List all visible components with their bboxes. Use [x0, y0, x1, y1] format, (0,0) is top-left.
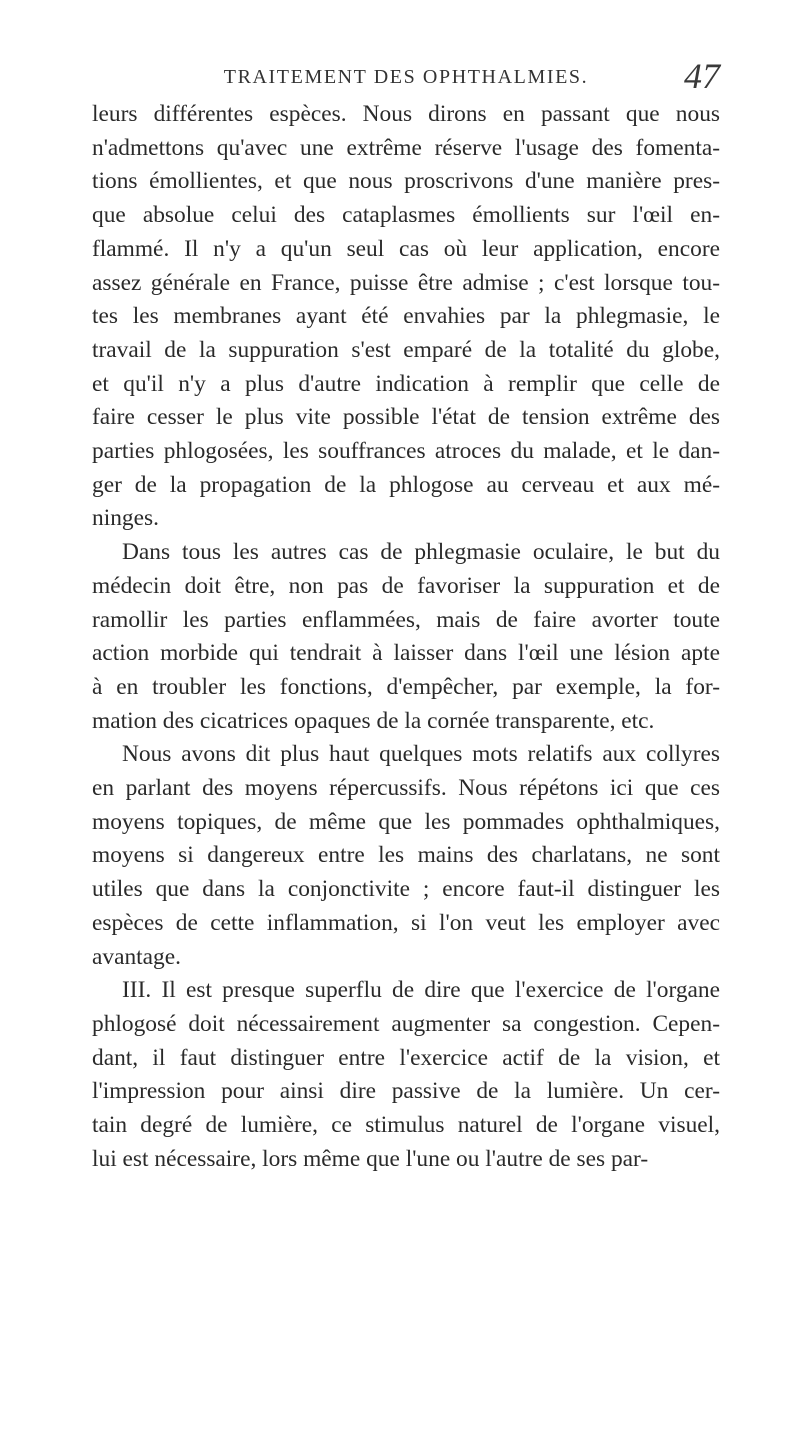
paragraph — [92, 738, 720, 974]
text-line: assez générale en France, puisse être admise ; c'est lorsque tou- — [92, 269, 720, 296]
paragraph — [92, 536, 720, 738]
text-line: travail de la suppuration s'est emparé de la totalité du globe, — [92, 336, 720, 363]
text-line: lui est nécessaire, lors même que l'une ou l'autre de ses par- — [92, 1145, 649, 1172]
text-line: que absolue celui des cataplasmes émollients sur l'œil en- — [92, 202, 720, 229]
text-line: phlogosé doit nécessairement augmenter sa congestion. Cepen- — [92, 1010, 720, 1037]
paragraph — [92, 98, 720, 536]
text-line: Dans tous les autres cas de phlegmasie oculaire, le but du — [122, 539, 720, 566]
text-line: et qu'il n'y a plus d'autre indication à remplir que celle de — [92, 370, 720, 397]
text-line: ger de la propagation de la phlogose au cerveau et aux mé- — [92, 471, 720, 498]
text-line: moyens topiques, de même que les pommades ophthalmiques, — [92, 808, 720, 835]
text-line: médecin doit être, non pas de favoriser la suppuration et de — [92, 572, 720, 599]
text-line: l'impression pour ainsi dire passive de la lumière. Un cer- — [92, 1078, 720, 1105]
body-text — [92, 98, 720, 1177]
text-line: dant, il faut distinguer entre l'exercice actif de la vision, et — [92, 1044, 720, 1071]
text-line: à en troubler les fonctions, d'empêcher, par exemple, la for- — [92, 673, 720, 700]
text-line: n'admettons qu'avec une extrême réserve l'usage des fomenta- — [92, 134, 720, 161]
text-line: espèces de cette inflammation, si l'on veut les employer avec — [92, 909, 720, 936]
text-line: en parlant des moyens répercussifs. Nous répétons ici que ces — [92, 775, 720, 802]
text-line: tain degré de lumière, ce stimulus naturel de l'organe visuel, — [92, 1112, 720, 1139]
page-number: 47 — [684, 56, 720, 96]
text-line: faire cesser le plus vite possible l'état de tension extrême des — [92, 404, 720, 431]
text-line: III. Il est presque superflu de dire que l'exercice de l'organe — [122, 977, 720, 1004]
text-line: action morbide qui tendrait à laisser dans l'œil une lésion apte — [92, 640, 720, 667]
text-line: avantage. — [92, 943, 181, 970]
text-line: moyens si dangereux entre les mains des charlatans, ne sont — [92, 842, 720, 869]
text-line: ramollir les parties enflammées, mais de faire avorter toute — [92, 606, 720, 633]
running-title: TRAITEMENT DES OPHTHALMIES. — [223, 66, 589, 88]
text-line: tes les membranes ayant été envahies par la phlegmasie, le — [92, 303, 720, 330]
text-line: tions émollientes, et que nous proscrivons d'une manière pres- — [92, 168, 720, 195]
text-line: parties phlogosées, les souffrances atroces du malade, et le dan- — [92, 438, 720, 465]
paragraph — [92, 974, 720, 1176]
text-line: ninges. — [92, 505, 159, 532]
running-head — [92, 58, 720, 98]
text-line: utiles que dans la conjonctivite ; encore faut-il distinguer les — [92, 876, 720, 903]
text-line: flammé. Il n'y a qu'un seul cas où leur application, encore — [92, 235, 720, 262]
text-line: leurs différentes espèces. Nous dirons en passant que nous — [92, 101, 720, 127]
text-line: Nous avons dit plus haut quelques mots relatifs aux collyres — [122, 741, 720, 768]
text-line: mation des cicatrices opaques de la cornée transparente, etc. — [92, 707, 655, 734]
